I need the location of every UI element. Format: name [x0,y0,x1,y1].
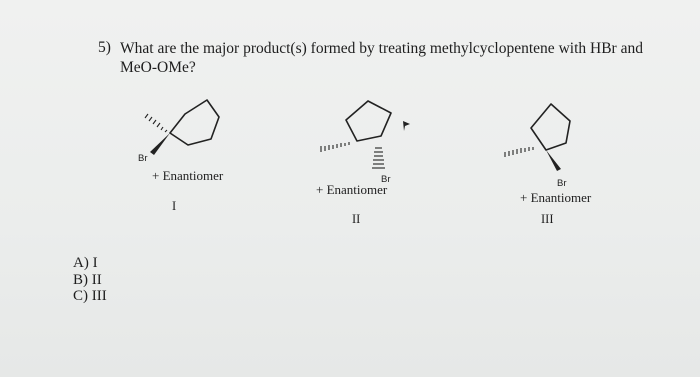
structure-3-enantiomer-label: + Enantiomer [520,190,592,205]
structure-2-hashed-bond-br [372,148,385,168]
cursor-arrow-icon [403,121,410,131]
structure-3-hashed-bond [505,147,533,157]
structure-1-br-label: Br [138,153,148,164]
answer-choices [73,255,107,305]
structure-2-hashed-bond-methyl [321,142,349,152]
structure-3-br-label: Br [557,178,567,189]
choice-b[interactable]: B) II [73,271,102,288]
structure-2-ring [346,101,391,141]
structure-1-numeral: I [172,199,177,213]
structure-1-ring [170,100,219,145]
question-number: 5) [98,39,111,56]
choice-c[interactable]: C) III [73,288,107,304]
question-text: What are the major product(s) formed by treating methylcyclopentene with HBr and MeO-OMe? [120,40,643,76]
structure-2-numeral: II [352,212,361,226]
structure-1-enantiomer-label: + Enantiomer [152,168,224,183]
choice-a[interactable]: A) I [73,255,98,271]
structure-1-hashed-bond [145,114,167,132]
structure-3-ring [531,104,570,150]
structure-2-br-label: Br [381,174,391,185]
structure-1-wedge-bond [150,133,170,155]
structure-3-numeral: III [541,212,554,226]
structure-2-enantiomer-label: + Enantiomer [316,182,388,197]
structure-3-wedge-bond [546,150,561,171]
